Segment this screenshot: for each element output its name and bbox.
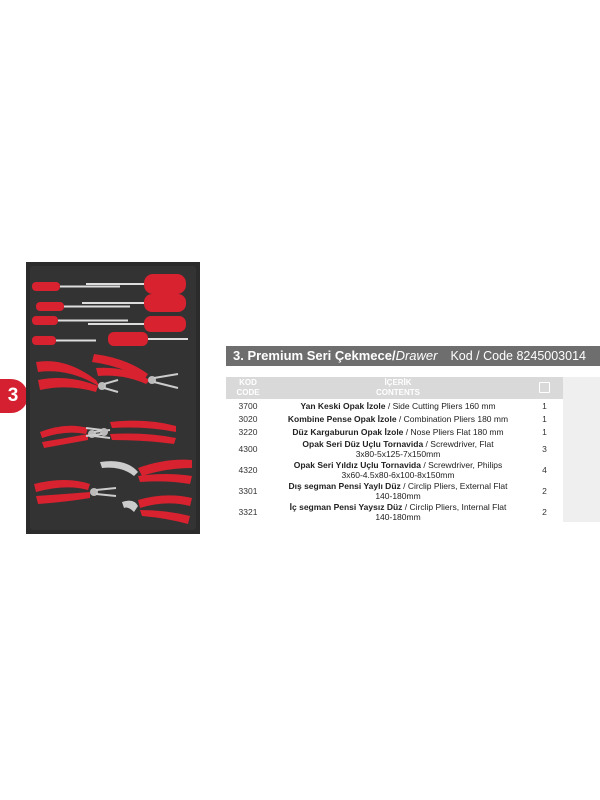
row-qty: 2 (542, 506, 547, 517)
row-name-tr: Dış segman Pensi Yaylı Düz (288, 480, 401, 491)
header-quantity (526, 377, 563, 399)
row-name-tr: Opak Seri Yıldız Uçlu Tornavida (293, 459, 421, 470)
drawer-title-bar (226, 346, 600, 366)
row-name-en: / Combination Pliers 180 mm (396, 413, 509, 424)
row-name-en: / Circlip Pliers, Internal Flat (402, 501, 507, 512)
row-qty: 1 (542, 426, 547, 437)
row-qty: 1 (542, 413, 547, 424)
row-name-tr: Kombine Pense Opak İzole (287, 413, 397, 424)
row-sizes: 3x80-5x125-7x150mm (355, 448, 441, 459)
box-icon (539, 382, 550, 393)
row-blank (563, 459, 600, 480)
row-code: 3020 (238, 413, 258, 424)
row-name-en: / Side Cutting Pliers 160 mm (385, 400, 496, 411)
row-name-en: / Screwdriver, Philips (420, 459, 503, 470)
row-blank (563, 501, 600, 522)
row-qty: 2 (542, 485, 547, 496)
drawer-tools-photo (26, 262, 200, 534)
row-description (270, 481, 526, 501)
row-blank (563, 480, 600, 501)
row-code: 3321 (238, 506, 258, 517)
table-row (226, 501, 600, 522)
row-code: 3220 (238, 426, 258, 437)
header-contents-label: CONTENTS (376, 388, 420, 397)
table-row (226, 412, 600, 425)
drawer-title-italic: Drawer (395, 348, 438, 363)
row-name-tr: İç segman Pensi Yaysız Düz (289, 501, 403, 512)
header-code (226, 377, 270, 399)
header-blank (563, 377, 600, 399)
header-icerik-label: İÇERİK (384, 378, 412, 387)
section-number-badge: 3 (0, 379, 28, 413)
table-row (226, 459, 600, 480)
row-name-tr: Düz Kargaburun Opak İzole (292, 426, 404, 437)
row-description (270, 439, 526, 459)
row-name-tr: Yan Keski Opak İzole (300, 400, 386, 411)
row-description (270, 427, 526, 437)
row-description (270, 414, 526, 424)
row-code: 4320 (238, 464, 258, 475)
row-blank (563, 425, 600, 438)
header-kod-label: KOD (239, 378, 257, 387)
row-name-en: / Nose Pliers Flat 180 mm (403, 426, 504, 437)
table-row (226, 399, 600, 412)
table-row (226, 480, 600, 501)
row-description (270, 502, 526, 522)
header-contents (270, 377, 526, 399)
row-description (270, 401, 526, 411)
drawer-title-main: 3. Premium Seri Çekmece/ (233, 348, 396, 363)
contents-table (226, 377, 600, 522)
row-blank (563, 412, 600, 425)
drawer-code: Kod / Code 8245003014 (450, 349, 586, 363)
row-sizes: 140-180mm (375, 490, 421, 501)
row-qty: 4 (542, 464, 547, 475)
row-name-tr: Opak Seri Düz Uçlu Tornavida (302, 438, 424, 449)
row-blank (563, 399, 600, 412)
header-code-label: CODE (236, 388, 260, 397)
row-code: 3700 (238, 400, 258, 411)
drawer-title (233, 348, 438, 364)
row-blank (563, 438, 600, 459)
table-row (226, 438, 600, 459)
row-qty: 1 (542, 400, 547, 411)
table-header (226, 377, 600, 399)
row-code: 4300 (238, 443, 258, 454)
row-description (270, 460, 526, 480)
row-qty: 3 (542, 443, 547, 454)
row-code: 3301 (238, 485, 258, 496)
row-name-en: / Circlip Pliers, External Flat (400, 480, 508, 491)
row-sizes: 140-180mm (375, 511, 421, 522)
row-sizes: 3x60-4.5x80-6x100-8x150mm (341, 469, 455, 480)
row-name-en: / Screwdriver, Flat (423, 438, 494, 449)
table-row (226, 425, 600, 438)
